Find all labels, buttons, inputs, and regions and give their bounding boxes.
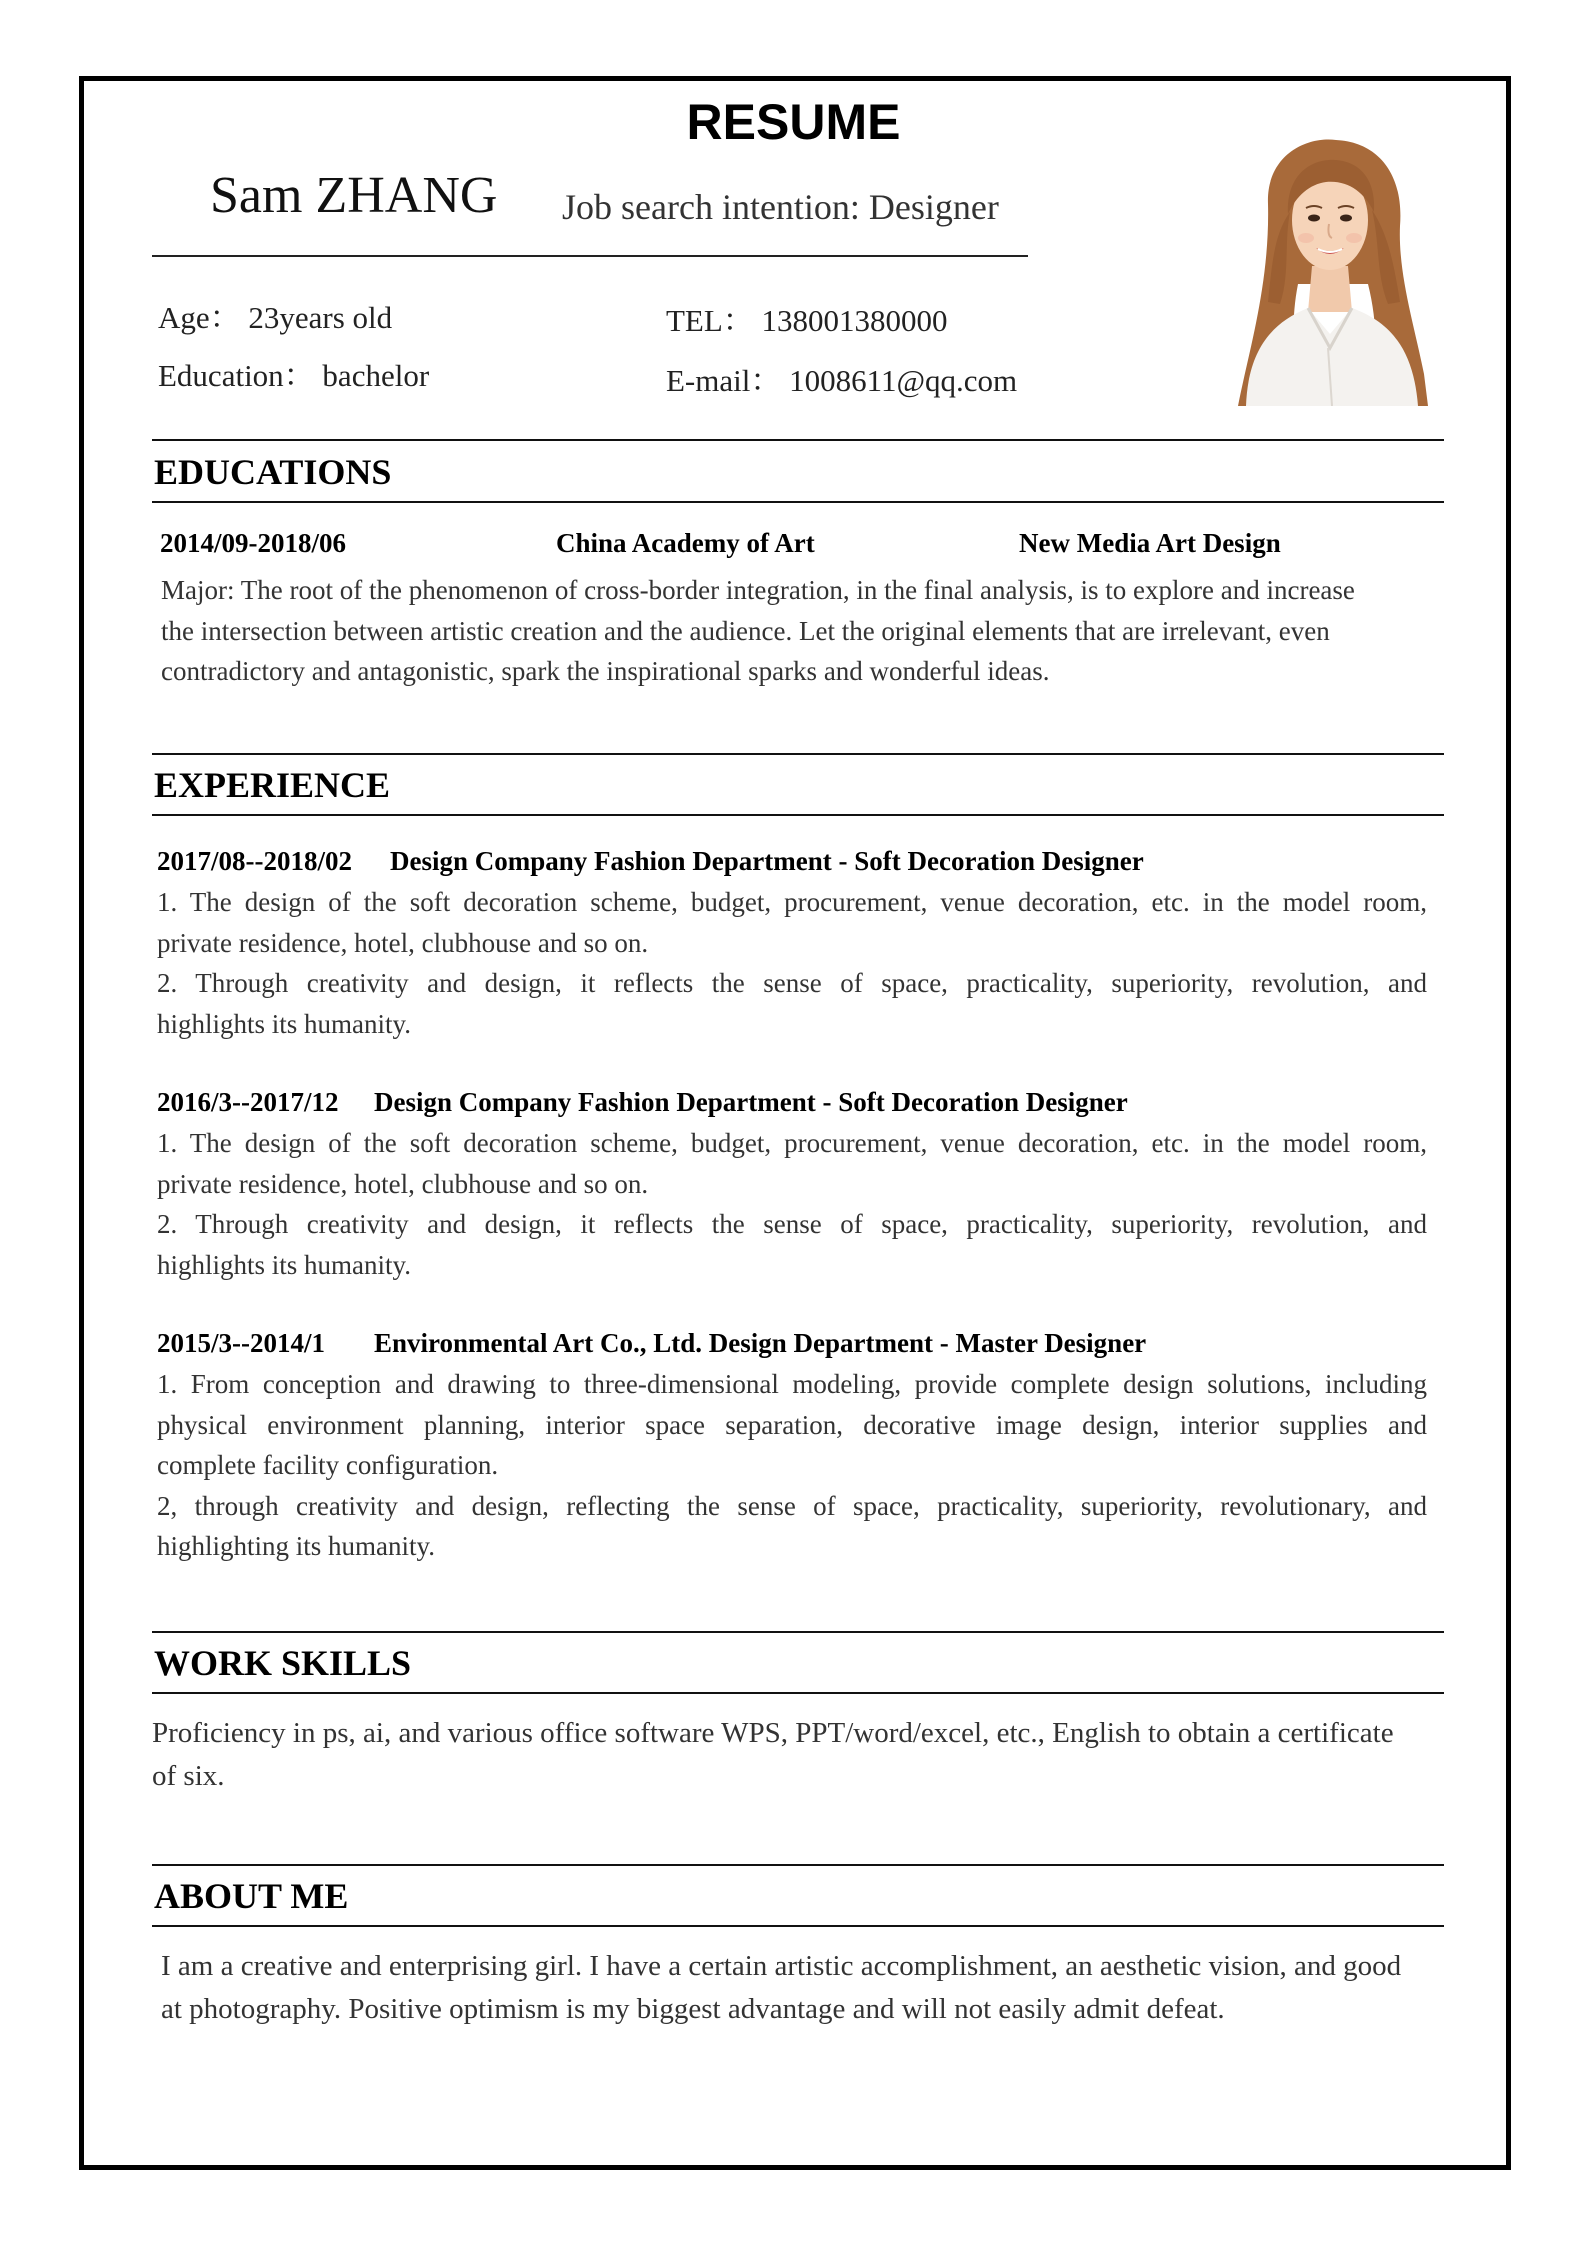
text-line: 2, through creativity and design, reflecting the sense of space, practicality, superiority, revolutionary, and	[157, 1490, 1427, 1521]
text-line: Proficiency in ps, ai, and various office software WPS, PPT/word/excel, etc., English to obtain a certificate	[152, 1717, 1394, 1749]
text-line: at photography. Positive optimism is my biggest advantage and will not easily admit defeat.	[161, 1993, 1225, 2025]
text-line: 2. Through creativity and design, it reflects the sense of space, practicality, superiority, revolution, and	[157, 1209, 1427, 1239]
text-line: complete facility configuration.	[157, 1450, 499, 1480]
text-line: Major: The root of the phenomenon of cross-border integration, in the final analysis, is to explore and increase	[161, 575, 1355, 605]
skills-description	[152, 1712, 1394, 1798]
education-period: 2014/09-2018/06	[160, 528, 346, 558]
age-field: Age： 23years old	[158, 300, 393, 335]
candidate-name: Sam ZHANG	[210, 167, 498, 224]
tel-field: TEL： 138001380000	[666, 303, 948, 338]
experience-bottom-rule	[152, 814, 1444, 816]
experience-heading: EXPERIENCE	[154, 765, 391, 805]
experience-description	[157, 1364, 1427, 1567]
skills-heading: WORK SKILLS	[154, 1643, 412, 1683]
about-top-rule	[152, 1864, 1444, 1866]
text-line: I am a creative and enterprising girl. I have a certain artistic accomplishment, an aesthetic vision, and good	[161, 1950, 1402, 1982]
text-line: 1. From conception and drawing to three-dimensional modeling, provide complete design solutions, including	[157, 1369, 1427, 1399]
about-description	[161, 1945, 1401, 2031]
experience-description	[157, 1123, 1427, 1285]
experience-period: 2017/08--2018/02	[157, 846, 352, 876]
name-divider	[152, 255, 1028, 257]
job-intention: Job search intention: Designer	[562, 187, 999, 227]
text-line: contradictory and antagonistic, spark the inspirational sparks and wonderful ideas.	[161, 656, 1050, 686]
text-line: of six.	[152, 1760, 225, 1792]
profile-photo	[1228, 134, 1431, 406]
text-line: 2. Through creativity and design, it reflects the sense of space, practicality, superiority, revolution, and	[157, 968, 1427, 998]
education-major: New Media Art Design	[1019, 528, 1281, 558]
text-line: 1. The design of the soft decoration scheme, budget, procurement, venue decoration, etc. in the model room,	[157, 887, 1427, 917]
educations-heading: EDUCATIONS	[154, 452, 392, 492]
text-line: private residence, hotel, clubhouse and so on.	[157, 1168, 649, 1199]
skills-bottom-rule	[152, 1692, 1444, 1694]
text-line: highlights its humanity.	[157, 1249, 412, 1280]
email-field: E-mail： 1008611@qq.com	[666, 363, 1018, 398]
about-heading: ABOUT ME	[154, 1876, 349, 1916]
text-line: physical environment planning, interior space separation, decorative image design, interior supplies and	[157, 1409, 1427, 1440]
experience-description	[157, 882, 1427, 1044]
text-line: private residence, hotel, clubhouse and so on.	[157, 927, 649, 958]
educations-bottom-rule	[152, 501, 1444, 503]
skills-top-rule	[152, 1631, 1444, 1633]
educations-top-rule	[152, 439, 1444, 441]
education-school: China Academy of Art	[556, 528, 815, 558]
education-description	[161, 570, 1355, 692]
experience-period: 2016/3--2017/12	[157, 1087, 339, 1117]
resume-title: RESUME	[686, 94, 901, 150]
text-line: highlighting its humanity.	[157, 1531, 436, 1561]
text-line: highlights its humanity.	[157, 1008, 412, 1039]
education-field: Education： bachelor	[158, 358, 430, 393]
experience-role: Design Company Fashion Department - Soft Decoration Designer	[374, 1087, 1128, 1117]
experience-top-rule	[152, 753, 1444, 755]
experience-period: 2015/3--2014/1	[157, 1328, 325, 1358]
experience-role: Design Company Fashion Department - Soft Decoration Designer	[390, 846, 1144, 876]
about-bottom-rule	[152, 1925, 1444, 1927]
text-line: the intersection between artistic creation and the audience. Let the original elements that are irrelevant, even	[161, 615, 1330, 646]
text-line: 1. The design of the soft decoration scheme, budget, procurement, venue decoration, etc. in the model room,	[157, 1128, 1427, 1158]
experience-role: Environmental Art Co., Ltd. Design Department - Master Designer	[374, 1328, 1147, 1358]
